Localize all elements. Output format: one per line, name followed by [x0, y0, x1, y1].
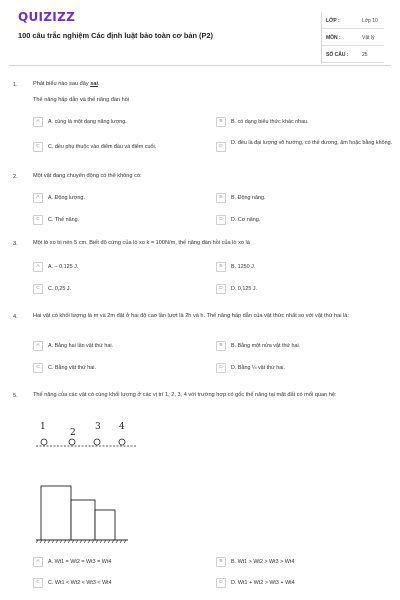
option-text: B. Bằng một nửa vật thứ hai.	[231, 343, 301, 349]
figure-label-3: 3	[95, 422, 101, 432]
option-text: A. – 0,125 J.	[48, 264, 79, 270]
option-text: D. đều là đại lượng vô hướng, có thể dương, âm hoặc bằng không.	[231, 140, 393, 146]
meta-key: MÔN :	[326, 35, 341, 41]
option-text: C. Thế năng.	[48, 217, 80, 223]
option-text: C. 0,25 J.	[48, 286, 72, 292]
meta-row-class	[322, 12, 384, 29]
question-number: 3.	[13, 241, 18, 247]
option-letter-box: D	[216, 215, 226, 225]
option-text: D. Cơ năng.	[231, 217, 261, 223]
question-text	[33, 80, 388, 88]
meta-row-count	[322, 46, 384, 63]
option-letter-box: B	[216, 557, 226, 567]
option-text: A. Động lượng.	[48, 195, 85, 201]
question-number: 5.	[13, 393, 18, 399]
page-title: 100 câu trắc nghiệm Các định luật bảo toàn cơ bản (P2)	[18, 31, 213, 40]
figure-label-1: 1	[40, 422, 46, 432]
question-number: 4.	[13, 314, 18, 320]
block-tall	[41, 486, 71, 540]
option-letter-box: C	[33, 284, 43, 294]
option-letter-box: A	[33, 341, 43, 351]
question-text-main: Phát biểu nào sau đây	[33, 81, 89, 87]
option-text: C. Bằng vật thứ hai.	[48, 365, 96, 371]
object-position-2	[69, 439, 75, 445]
figure-label-2: 2	[70, 428, 76, 438]
question-number: 1.	[13, 82, 18, 88]
figure-label-4: 4	[119, 422, 125, 432]
option-letter-box: D	[216, 578, 226, 588]
option-letter-box: B	[216, 193, 226, 203]
option-text: B. 1250 J.	[231, 264, 256, 270]
option-letter-box: A	[33, 117, 43, 127]
option-text: D. 0,125 J.	[231, 286, 258, 292]
option-text: D. Wt1 + Wt2 > Wt3 + Wt4	[231, 580, 295, 586]
option-letter-box: A	[33, 557, 43, 567]
positions-figure	[36, 418, 156, 568]
option-text: B. Wt1 > Wt2 > Wt3 > Wt4	[231, 559, 295, 565]
option-letter-box: B	[216, 117, 226, 127]
option-letter-box: C	[33, 142, 43, 152]
option-letter-box: C	[33, 363, 43, 373]
option-text: D. Bằng ¼ vật thứ hai.	[231, 365, 285, 371]
option-text: C. Wt1 < Wt2 < Wt3 < Wt4	[48, 580, 112, 586]
option-letter-box: A	[33, 193, 43, 203]
option-text: B. có dạng biểu thức khác nhau.	[231, 119, 309, 125]
meta-key: LỚP :	[326, 18, 340, 24]
worksheet-header	[9, 8, 391, 66]
block-short	[95, 510, 115, 540]
question-text: Một lò xo bị nén 5 cm. Biết độ cứng của lò xo k = 100N/m, thế năng đàn hồi của lò xo là	[33, 240, 250, 246]
option-text: A. Bằng hai lần vật thứ hai.	[48, 343, 114, 349]
option-letter-box: D	[216, 142, 226, 152]
question-text-end: .	[98, 81, 100, 87]
object-position-4	[119, 439, 125, 445]
meta-key: SỐ CÂU :	[326, 52, 349, 58]
meta-value: Vật lý	[362, 35, 375, 41]
question-text-emphasis: sai	[90, 81, 99, 87]
option-letter-box: B	[216, 262, 226, 272]
object-position-3	[94, 439, 100, 445]
option-text: A. cùng là một dạng năng lượng.	[48, 119, 127, 125]
quizizz-logo: QUIZIZZ	[18, 10, 76, 24]
question-text: Một vật đang chuyển động có thể không có:	[33, 173, 142, 179]
option-text: A. Wt1 = Wt2 = Wt3 = Wt4	[48, 559, 112, 565]
option-letter-box: C	[33, 578, 43, 588]
option-letter-box: A	[33, 262, 43, 272]
option-letter-box: D	[216, 284, 226, 294]
option-letter-box: D	[216, 363, 226, 373]
meta-value: Lớp 10	[362, 18, 378, 24]
option-letter-box: B	[216, 341, 226, 351]
meta-box	[321, 12, 383, 64]
meta-row-subject	[322, 29, 384, 46]
object-position-1	[41, 439, 47, 445]
question-number: 2.	[13, 174, 18, 180]
option-text: C. đều phụ thuộc vào điểm đầu và điểm cuối.	[48, 144, 157, 150]
question-stem: Thế năng hấp dẫn và thế năng đàn hồi	[33, 97, 130, 103]
option-text: B. Động năng.	[231, 195, 266, 201]
question-text: Thế năng của các vật có cùng khối lượng ở các vị trí 1, 2, 3, 4 với trường hợp có gốc thế năng tại mặt đất có mối quan hệ:	[33, 392, 337, 398]
block-medium	[71, 500, 95, 540]
option-letter-box: C	[33, 215, 43, 225]
question-text: Hai vật có khối lượng là m và 2m đặt ở hai độ cao lần lượt là 2h và h. Thế năng hấp dẫn của vật thức nhất so với vật thứ hai là:	[33, 313, 349, 319]
meta-value: 25	[362, 52, 368, 58]
